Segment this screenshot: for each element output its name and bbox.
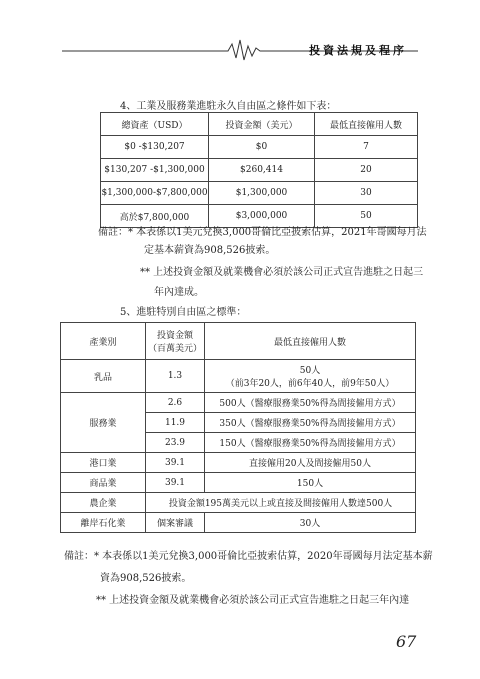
note-line: ** 上述投資金額及就業機會必須於該公司正式宣告進駐之日起三 [140,267,424,278]
table-cell: 高於$7,800,000 [101,205,209,228]
table-cell: 30人 [205,513,416,533]
note-line: 資為908,526披索。 [100,573,192,584]
table-row [101,136,418,159]
table-cell: 港口業 [61,453,146,473]
table-row [61,453,416,473]
table-cell: 20 [315,159,418,182]
column-header: 最低直接僱用人數 [315,113,418,136]
table-cell: 2.6 [146,393,205,413]
heartbeat-line-icon [0,0,480,70]
note-line: ** 上述投資金額及就業機會必須於該公司正式宣告進駐之日起三年內達 [96,595,410,606]
table-cell: 500人（醫療服務業50%得為間接僱用方式） [205,393,416,413]
table-row [101,159,418,182]
table-row [101,182,418,205]
table-cell: 50 [315,205,418,228]
table-header-row [61,323,416,360]
table-cell: 150人（醫療服務業50%得為間接僱用方式） [205,433,416,453]
page-header [0,0,480,70]
table-cell: 23.9 [146,433,205,453]
table-cell: $0 -$130,207 [101,136,209,159]
table-cell: $130,207 -$1,300,000 [101,159,209,182]
table-cell: $260,414 [209,159,315,182]
free-zone-conditions-table [100,112,418,228]
column-header-line: （百萬美元） [147,344,202,354]
table-cell: 農企業 [61,493,146,513]
column-header: 產業別 [61,323,146,360]
note-line: 定基本薪資為908,526披索。 [144,245,276,256]
table-cell: $1,300,000 [209,182,315,205]
table-cell: 350人（醫療服務業50%得為間接僱用方式） [205,413,416,433]
cell-line: （前3年20人，前6年40人，前9年50人） [225,379,395,389]
table-cell: 個案審議 [146,513,205,533]
table-cell: 11.9 [146,413,205,433]
table-row [101,205,418,228]
column-header: 總資產（USD） [101,113,209,136]
table-cell: 30 [315,182,418,205]
table-cell: $0 [209,136,315,159]
table-cell: 直接僱用20人及間接僱用50人 [205,453,416,473]
table-cell: 商品業 [61,473,146,493]
note-line: 備註：* 本表係以1美元兌換3,000哥倫比亞披索估算，2020年哥國每月法定基本薪 [64,551,433,562]
table-cell: 39.1 [146,453,205,473]
table-cell: 1.3 [146,360,205,393]
table-row [61,513,416,533]
column-header: 投資金額（美元） [209,113,315,136]
table-cell: $1,300,000-$7,800,000 [101,182,209,205]
cell-line: 50人 [299,366,321,376]
table-row [61,473,416,493]
table-cell: 乳品 [61,360,146,393]
note-line: 年內達成。 [154,287,204,298]
header-title: 投資法規及程序 [309,44,407,57]
table-cell: 7 [315,136,418,159]
table-cell: 投資金額195萬美元以上或直接及間接僱用人數達500人 [146,493,416,513]
note-line: 備註：* 本表係以1美元兌換3,000哥倫比亞披索估算，2021年哥國每月法 [98,227,427,238]
column-header-line: 投資金額 [156,331,193,341]
table-header-row [101,113,418,136]
page-number: 67 [396,632,417,651]
table-cell: 服務業 [61,393,146,453]
table-row [61,360,416,393]
table-cell: $3,000,000 [209,205,315,228]
table-cell: 離岸石化業 [61,513,146,533]
table-cell: 150人 [205,473,416,493]
table-cell [205,360,416,393]
special-zone-criteria-table [60,322,416,533]
section5-heading: 5、進駐特別自由區之標準： [120,307,247,318]
table-cell: 39.1 [146,473,205,493]
section4-heading: 4、工業及服務業進駐永久自由區之條件如下表： [120,101,337,112]
table-row [61,493,416,513]
column-header: 最低直接僱用人數 [205,323,416,360]
column-header [146,323,205,360]
table-row [61,393,416,413]
